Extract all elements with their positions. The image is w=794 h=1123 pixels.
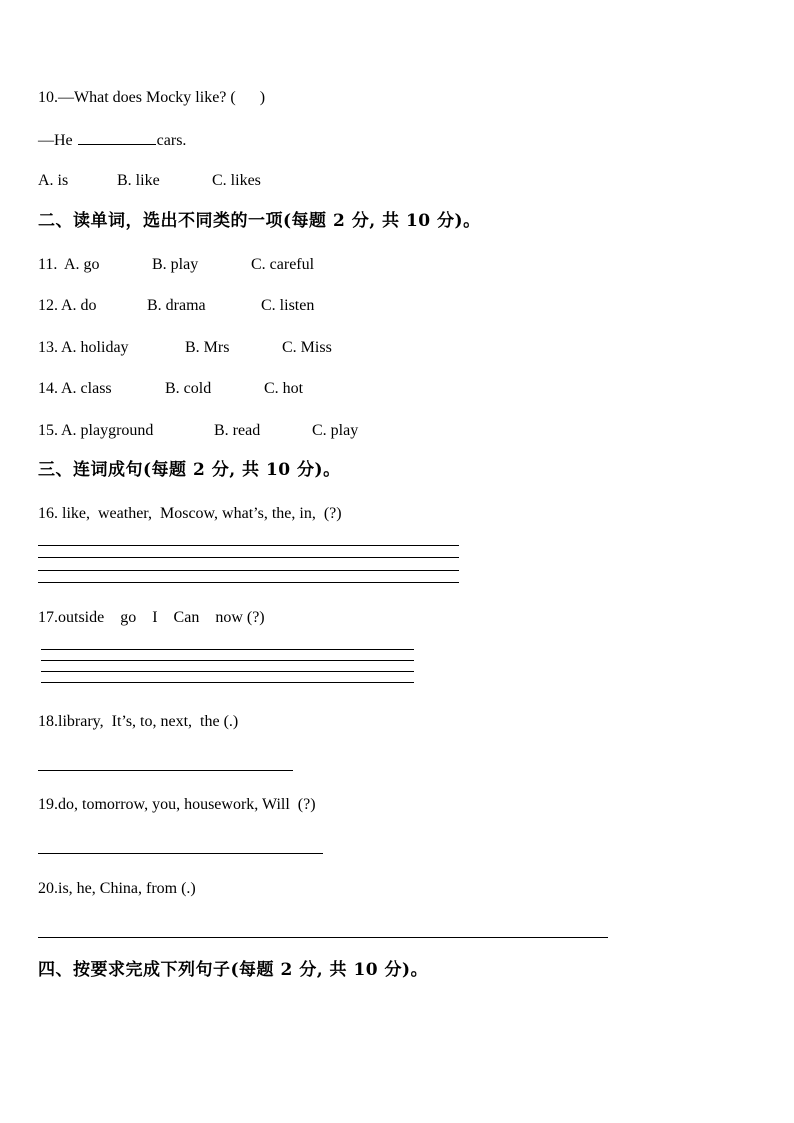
- q12-option-c[interactable]: C. listen: [261, 297, 315, 314]
- q18-answer-line[interactable]: [38, 770, 293, 771]
- q11-number: 11.: [38, 256, 58, 273]
- q11-option-b[interactable]: B. play: [152, 256, 199, 273]
- answer-line: [38, 545, 459, 546]
- section2-heading: 二、读单词，选出不同类的一项(每题 2 分, 共 10 分)。: [38, 211, 481, 231]
- q10-answer-suffix: cars.: [156, 132, 187, 149]
- q14-number: 14.: [38, 380, 58, 397]
- q20-prompt: 20.is, he, China, from (.): [38, 880, 196, 897]
- q10-option-a[interactable]: A. is: [38, 172, 69, 189]
- answer-line: [41, 649, 414, 650]
- q11-option-c[interactable]: C. careful: [251, 256, 315, 273]
- q12-number: 12.: [38, 297, 58, 314]
- q20-answer-line[interactable]: [38, 937, 608, 938]
- q13-option-b[interactable]: B. Mrs: [185, 339, 230, 356]
- q15-option-a[interactable]: A. playground: [61, 422, 154, 439]
- q13-number: 13.: [38, 339, 58, 356]
- q10-answer-blank[interactable]: [78, 130, 156, 145]
- answer-line: [41, 671, 414, 672]
- q10-answer-prefix: —He: [38, 132, 77, 149]
- answer-line: [38, 582, 459, 583]
- q14-option-c[interactable]: C. hot: [264, 380, 304, 397]
- q13-option-a[interactable]: A. holiday: [61, 339, 129, 356]
- q15-option-c[interactable]: C. play: [312, 422, 359, 439]
- q14-option-a[interactable]: A. class: [61, 380, 112, 397]
- q14-option-b[interactable]: B. cold: [165, 380, 212, 397]
- section4-heading: 四、按要求完成下列句子(每题 2 分, 共 10 分)。: [38, 960, 429, 980]
- q17-prompt: 17.outside go I Can now (?): [38, 609, 265, 626]
- answer-line: [38, 557, 459, 558]
- q12-option-b[interactable]: B. drama: [147, 297, 206, 314]
- q19-prompt: 19.do, tomorrow, you, housework, Will (?): [38, 796, 316, 813]
- q10-option-b[interactable]: B. like: [117, 172, 160, 189]
- answer-line: [41, 682, 414, 683]
- q12-option-a[interactable]: A. do: [61, 297, 97, 314]
- q10-question: 10.—What does Mocky like? ( ): [38, 89, 266, 106]
- q15-option-b[interactable]: B. read: [214, 422, 261, 439]
- q15-number: 15.: [38, 422, 58, 439]
- q10-option-c[interactable]: C. likes: [212, 172, 261, 189]
- q19-answer-line[interactable]: [38, 853, 323, 854]
- q13-option-c[interactable]: C. Miss: [282, 339, 332, 356]
- q10-answer-line: [38, 130, 186, 151]
- answer-line: [41, 660, 414, 661]
- q16-prompt: 16. like, weather, Moscow, what’s, the, in, (?): [38, 505, 342, 522]
- q18-prompt: 18.library, It’s, to, next, the (.): [38, 713, 239, 730]
- section3-heading: 三、连词成句(每题 2 分, 共 10 分)。: [38, 460, 341, 480]
- q11-option-a[interactable]: A. go: [64, 256, 100, 273]
- answer-line: [38, 570, 459, 571]
